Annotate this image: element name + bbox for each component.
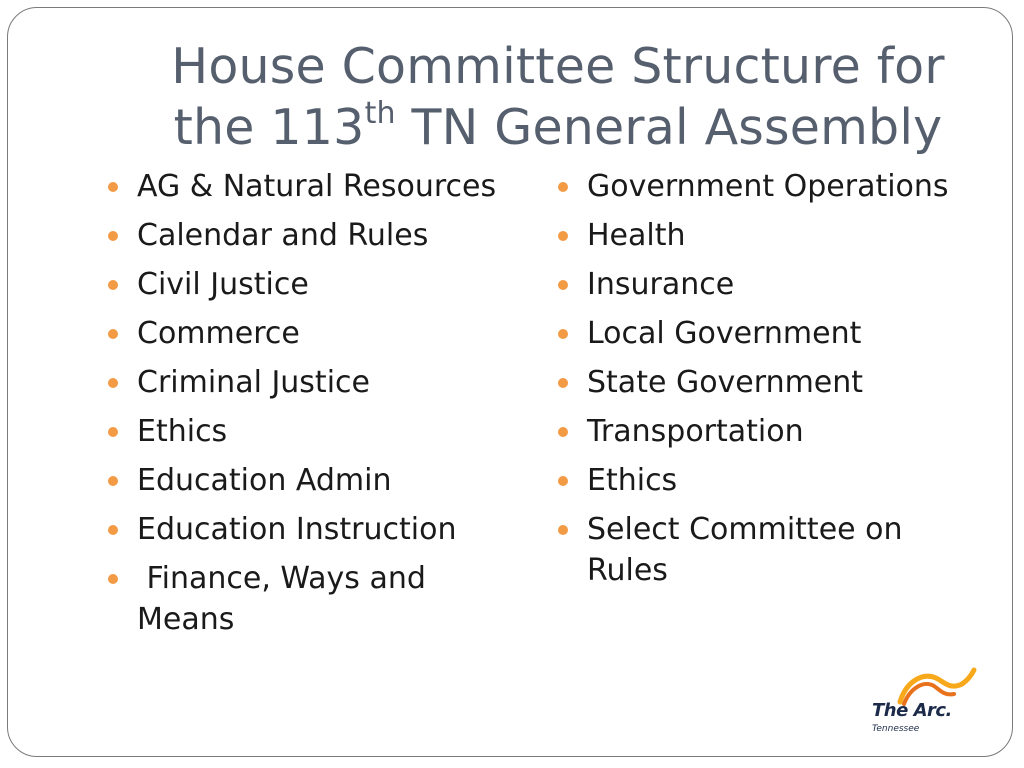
list-item-label: Finance, Ways and Means [137, 561, 436, 637]
list-item-label: Criminal Justice [137, 365, 370, 400]
list-item [558, 509, 978, 591]
bullet-icon [108, 329, 118, 339]
list-item [558, 264, 978, 305]
list-item-label: State Government [587, 365, 864, 400]
bullet-icon [558, 427, 568, 437]
list-item-label: Insurance [587, 267, 735, 302]
bullet-icon [558, 476, 568, 486]
bullet-icon [108, 525, 118, 535]
list-item-label: Ethics [587, 463, 678, 498]
committee-list-right [558, 166, 978, 599]
bullet-icon [558, 378, 568, 388]
logo-name: The Arc. [872, 700, 952, 721]
list-item-label: Ethics [137, 414, 228, 449]
bullet-icon [108, 378, 118, 388]
bullet-icon [558, 231, 568, 241]
list-item-label: Health [587, 218, 686, 253]
bullet-icon [558, 280, 568, 290]
list-item [558, 313, 978, 354]
list-item [108, 166, 528, 207]
list-item [108, 411, 528, 452]
slide-title [118, 36, 998, 158]
committee-list-left [108, 166, 528, 648]
bullet-icon [108, 231, 118, 241]
list-item-label: Commerce [137, 316, 300, 351]
list-item [108, 313, 528, 354]
list-item-label: Local Government [587, 316, 862, 351]
list-item [558, 166, 978, 207]
bullet-icon [108, 182, 118, 192]
bullet-icon [558, 182, 568, 192]
title-line-2-end: TN General Assembly [395, 99, 943, 156]
list-item-label: Education Instruction [137, 512, 457, 547]
list-item [558, 362, 978, 403]
bullet-icon [108, 280, 118, 290]
list-item [108, 509, 528, 550]
list-item-label: Calendar and Rules [137, 218, 429, 253]
list-item [108, 215, 528, 256]
list-item-label: Transportation [587, 414, 804, 449]
list-item-label: Select Committee on Rules [587, 512, 903, 588]
list-item-label: Government Operations [587, 169, 949, 204]
title-line-2-start: the 113 [173, 99, 365, 156]
list-item [108, 460, 528, 501]
list-item [558, 411, 978, 452]
list-item [558, 460, 978, 501]
bullet-icon [108, 476, 118, 486]
list-item [558, 215, 978, 256]
bullet-icon [108, 427, 118, 437]
list-item [108, 362, 528, 403]
list-item-label: Education Admin [137, 463, 392, 498]
title-line-1: House Committee Structure for [171, 38, 945, 95]
list-item [108, 558, 528, 640]
list-item-label: AG & Natural Resources [137, 169, 497, 204]
title-superscript: th [364, 95, 396, 131]
list-item [108, 264, 528, 305]
logo-subtitle: Tennessee [872, 724, 920, 734]
bullet-icon [558, 329, 568, 339]
list-item-label: Civil Justice [137, 267, 309, 302]
the-arc-logo [866, 666, 978, 742]
bullet-icon [108, 574, 118, 584]
bullet-icon [558, 525, 568, 535]
